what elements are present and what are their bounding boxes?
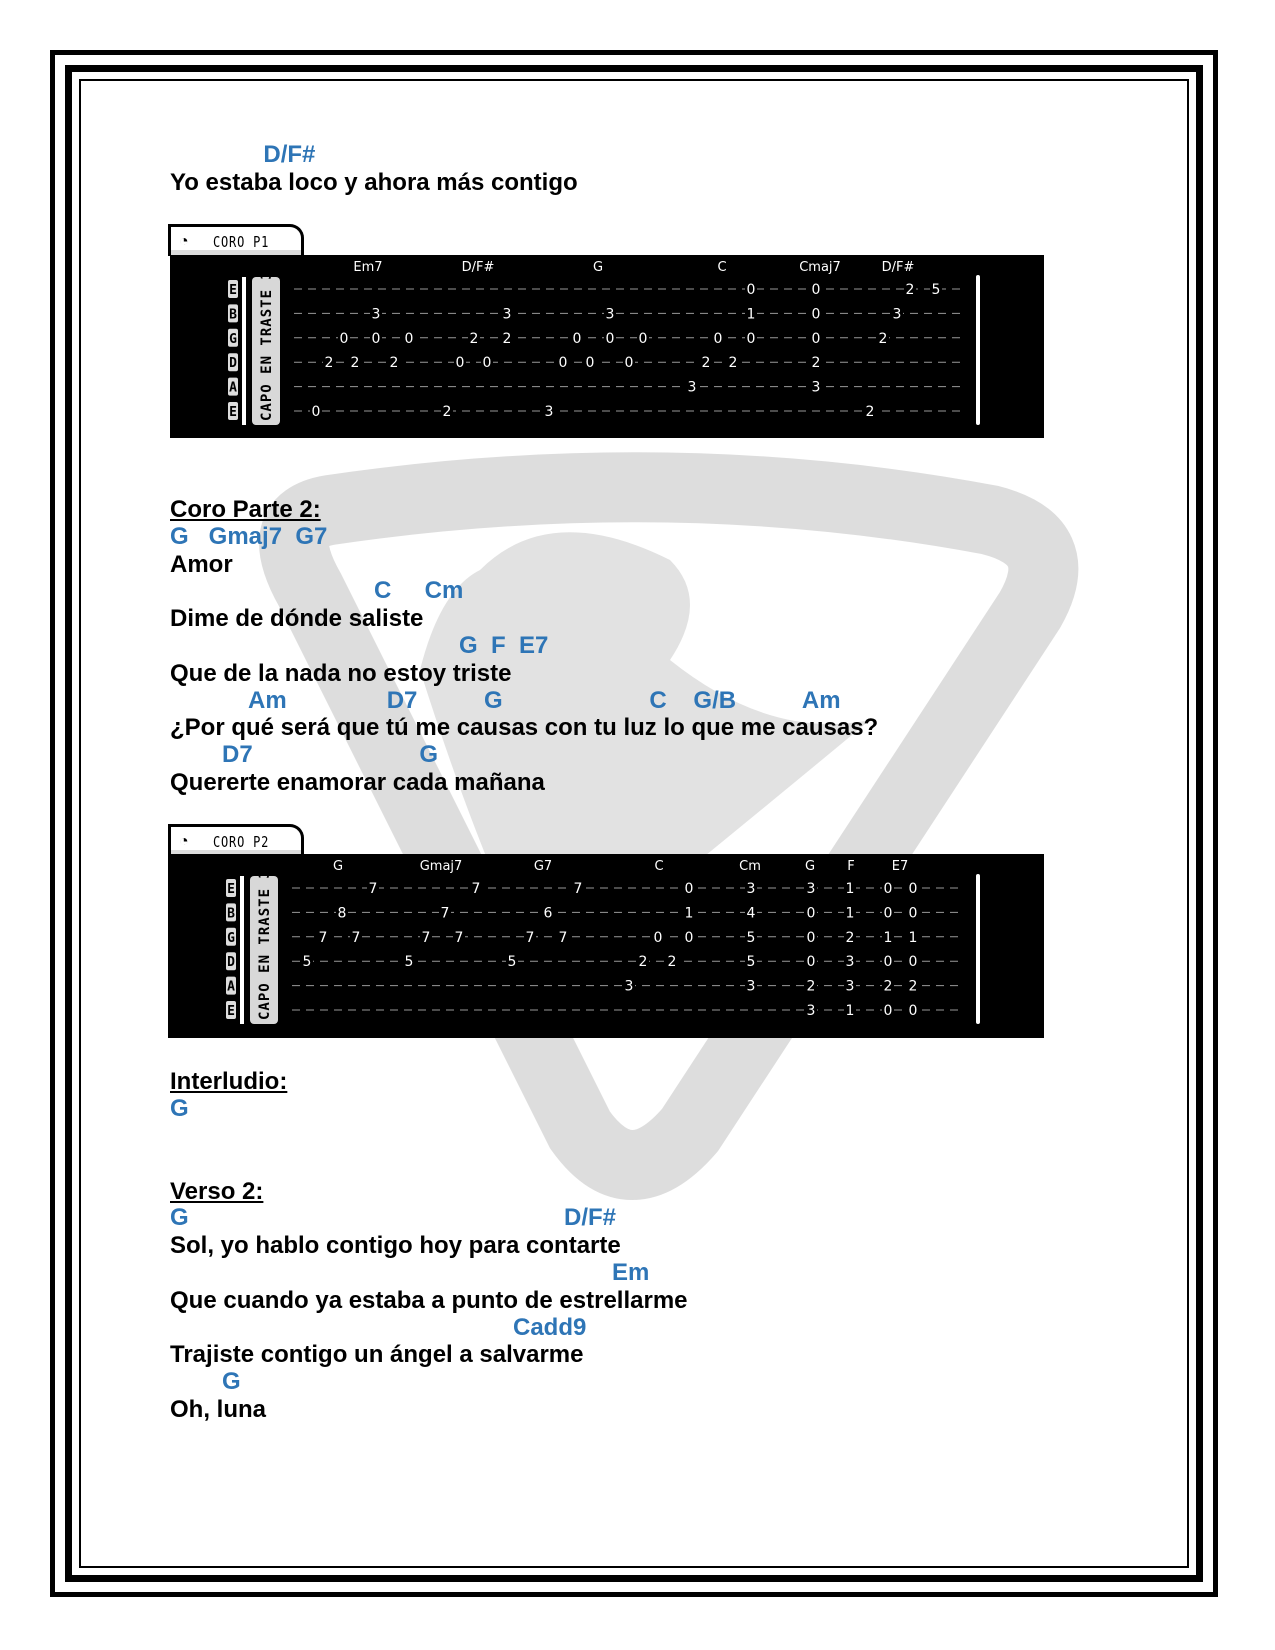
fret-note: 3	[806, 1003, 816, 1019]
chord-label: D/F#	[263, 141, 316, 168]
fret-note: 0	[713, 330, 723, 347]
string-name: D	[229, 356, 237, 372]
fret-note: 0	[883, 1003, 893, 1019]
fret-note: 7	[351, 929, 361, 946]
fret-note: 5	[302, 954, 312, 971]
pick-icon: ◔	[179, 833, 189, 850]
fret-note: 2	[389, 355, 399, 372]
fret-note: 0	[339, 330, 349, 347]
fret-note: 4	[746, 905, 756, 922]
tab-chord-name: Gmaj7	[419, 859, 463, 874]
chord-line	[564, 1204, 616, 1232]
lyric-line: Yo estaba loco y ahora más contigo	[170, 169, 578, 196]
tab-chord-name: G	[332, 859, 344, 874]
fret-note: 0	[404, 330, 414, 347]
fret-note: 2	[878, 330, 888, 347]
tab-chord-name: C	[654, 859, 664, 874]
fret-note: 0	[908, 881, 918, 897]
fret-note: 0	[811, 330, 821, 347]
fret-note: 2	[806, 978, 816, 995]
chord-line: G F E7	[459, 632, 549, 659]
fret-note: 3	[746, 881, 756, 897]
lyric-line: Que de la nada no estoy triste	[170, 660, 512, 687]
lyric-line: Amor	[170, 551, 233, 578]
tab-title-label: CORO P2	[213, 833, 270, 851]
string-name: G	[229, 331, 237, 347]
fret-note: 0	[311, 404, 321, 420]
tab-chord-name: Cmaj7	[799, 260, 841, 275]
fret-note: 3	[811, 379, 821, 396]
fret-note: 0	[624, 355, 634, 372]
fret-note: 7	[368, 881, 378, 897]
fret-note: 0	[746, 282, 756, 298]
fret-note: 0	[684, 929, 694, 946]
fret-note: 7	[525, 929, 535, 946]
tab-chord-name: G	[804, 859, 816, 874]
fret-note: 5	[746, 929, 756, 946]
lyric-line: Que cuando ya estaba a punto de estrellarme	[170, 1287, 688, 1314]
fret-note: 0	[558, 355, 568, 372]
tab-title-coro-p1	[168, 224, 304, 256]
fret-note: 7	[558, 929, 568, 946]
fret-note: 3	[624, 978, 634, 995]
tablature-coro-p2	[168, 854, 1044, 1038]
fret-note: 2	[502, 330, 512, 347]
tab-chord-name: Em7	[353, 260, 383, 275]
chord-line: C Cm	[374, 577, 464, 604]
fret-note: 3	[605, 306, 615, 323]
fret-note: 0	[653, 929, 663, 946]
end-bar	[976, 275, 980, 425]
fret-note: 0	[746, 330, 756, 347]
fret-note: 3	[371, 306, 381, 323]
chord-line: D7 G	[222, 741, 439, 768]
fret-note: 5	[746, 954, 756, 971]
string-name: B	[229, 307, 237, 323]
lyric-line: Quererte enamorar cada mañana	[170, 769, 545, 796]
fret-note: 0	[908, 905, 918, 922]
chord-line: Am D7 G C G/B Am	[248, 687, 841, 714]
fret-note: 1	[845, 881, 855, 897]
fret-note: 7	[454, 929, 464, 946]
fret-note: 0	[482, 355, 492, 372]
fret-note: 2	[701, 355, 711, 372]
chord-line	[513, 1314, 586, 1342]
chord-line	[612, 1259, 649, 1287]
tablature-staff	[168, 854, 1044, 1038]
fret-note: 1	[845, 905, 855, 922]
capo-label: CAPO EN TRASTE 3	[259, 270, 275, 421]
fret-note: 3	[687, 379, 697, 396]
tab-chord-name: C	[717, 260, 727, 275]
fret-note: 0	[638, 330, 648, 347]
fret-note: 0	[883, 954, 893, 971]
nut-bar	[240, 876, 244, 1024]
tab-title-coro-p2	[168, 824, 304, 856]
chord-line	[222, 1368, 241, 1396]
fret-note: 2	[469, 330, 479, 347]
fret-note: 0	[605, 330, 615, 347]
section-heading-coro-parte-2: Coro Parte 2:	[170, 496, 321, 523]
pick-icon: ◔	[179, 233, 189, 250]
end-bar	[976, 874, 980, 1024]
fret-note: 2	[728, 355, 738, 372]
chord-label: Cadd9	[513, 1314, 587, 1341]
tab-chord-name: F	[847, 859, 855, 874]
fret-note: 3	[845, 978, 855, 995]
fret-note: 5	[404, 954, 414, 971]
fret-note: 7	[573, 881, 583, 897]
fret-note: 3	[806, 881, 816, 897]
tablature-staff	[170, 255, 1044, 438]
fret-note: 5	[507, 954, 517, 971]
chord-line	[170, 1204, 189, 1232]
fret-note: 2	[324, 355, 334, 372]
fret-note: 3	[746, 978, 756, 995]
chord-label: Em	[612, 1259, 650, 1286]
chord-label: D/F#	[564, 1204, 617, 1231]
fret-note: 2	[865, 404, 875, 420]
fret-note: 2	[883, 978, 893, 995]
capo-label: CAPO EN TRASTE 3	[257, 869, 273, 1020]
section-heading-verso-2: Verso 2:	[170, 1178, 264, 1205]
fret-note: 2	[845, 929, 855, 946]
fret-note: 1	[908, 929, 918, 946]
section-heading-interludio: Interludio:	[170, 1068, 288, 1095]
lyric-line: Dime de dónde saliste	[170, 605, 424, 632]
fret-note: 3	[544, 404, 554, 420]
fret-note: 2	[667, 954, 677, 971]
string-name: E	[229, 283, 237, 298]
fret-note: 1	[845, 1003, 855, 1019]
fret-note: 2	[905, 282, 915, 298]
string-name: E	[227, 882, 235, 897]
string-name: D	[227, 955, 235, 971]
tab-chord-name: D/F#	[881, 260, 915, 275]
fret-note: 2	[442, 404, 452, 420]
fret-note: 2	[811, 355, 821, 372]
lyric-line: Trajiste contigo un ángel a salvarme	[170, 1341, 584, 1368]
fret-note: 0	[883, 881, 893, 897]
fret-note: 7	[421, 929, 431, 946]
string-name: A	[227, 979, 235, 995]
fret-note: 7	[471, 881, 481, 897]
chord-line: G	[170, 1095, 189, 1122]
lyric-line: Oh, luna	[170, 1396, 266, 1423]
fret-note: 0	[684, 881, 694, 897]
chord-label: G	[222, 1368, 241, 1395]
tab-chord-name: E7	[891, 859, 909, 874]
string-name: E	[227, 1004, 235, 1019]
tab-title-label: CORO P1	[213, 233, 270, 251]
string-name: B	[227, 906, 235, 922]
tab-chord-name: Cm	[739, 859, 761, 874]
tab-chord-name: G7	[533, 859, 553, 874]
fret-note: 0	[806, 905, 816, 922]
fret-note: 0	[806, 954, 816, 971]
fret-note: 7	[440, 905, 450, 922]
fret-note: 2	[350, 355, 360, 372]
lyric-line: Sol, yo hablo contigo hoy para contarte	[170, 1232, 621, 1259]
fret-note: 0	[883, 905, 893, 922]
fret-note: 0	[806, 929, 816, 946]
fret-note: 1	[883, 929, 893, 946]
fret-note: 0	[908, 1003, 918, 1019]
fret-note: 3	[845, 954, 855, 971]
tab-chord-name: G	[592, 260, 604, 275]
fret-note: 1	[684, 905, 694, 922]
fret-note: 0	[811, 282, 821, 298]
fret-note: 0	[455, 355, 465, 372]
tablature-coro-p1	[170, 255, 1044, 438]
nut-bar	[242, 277, 246, 425]
string-name: E	[229, 405, 237, 420]
string-name: G	[227, 930, 235, 946]
fret-note: 7	[318, 929, 328, 946]
fret-note: 0	[811, 306, 821, 323]
fret-note: 5	[931, 282, 941, 298]
fret-note: 0	[908, 954, 918, 971]
tab-chord-name: D/F#	[461, 260, 495, 275]
fret-note: 6	[543, 905, 553, 922]
fret-note: 2	[638, 954, 648, 971]
fret-note: 0	[585, 355, 595, 372]
chord-line	[170, 141, 315, 169]
pick-watermark-icon	[250, 440, 1080, 1200]
fret-note: 8	[337, 905, 347, 922]
fret-note: 3	[892, 306, 902, 323]
string-name: A	[229, 380, 237, 396]
chord-label: G	[170, 1204, 189, 1231]
chord-line: G Gmaj7 G7	[170, 523, 328, 550]
fret-note: 0	[572, 330, 582, 347]
fret-note: 2	[908, 978, 918, 995]
fret-note: 0	[371, 330, 381, 347]
lyric-line: ¿Por qué será que tú me causas con tu luz lo que me causas?	[170, 714, 879, 741]
fret-note: 1	[746, 306, 756, 323]
fret-note: 3	[502, 306, 512, 323]
